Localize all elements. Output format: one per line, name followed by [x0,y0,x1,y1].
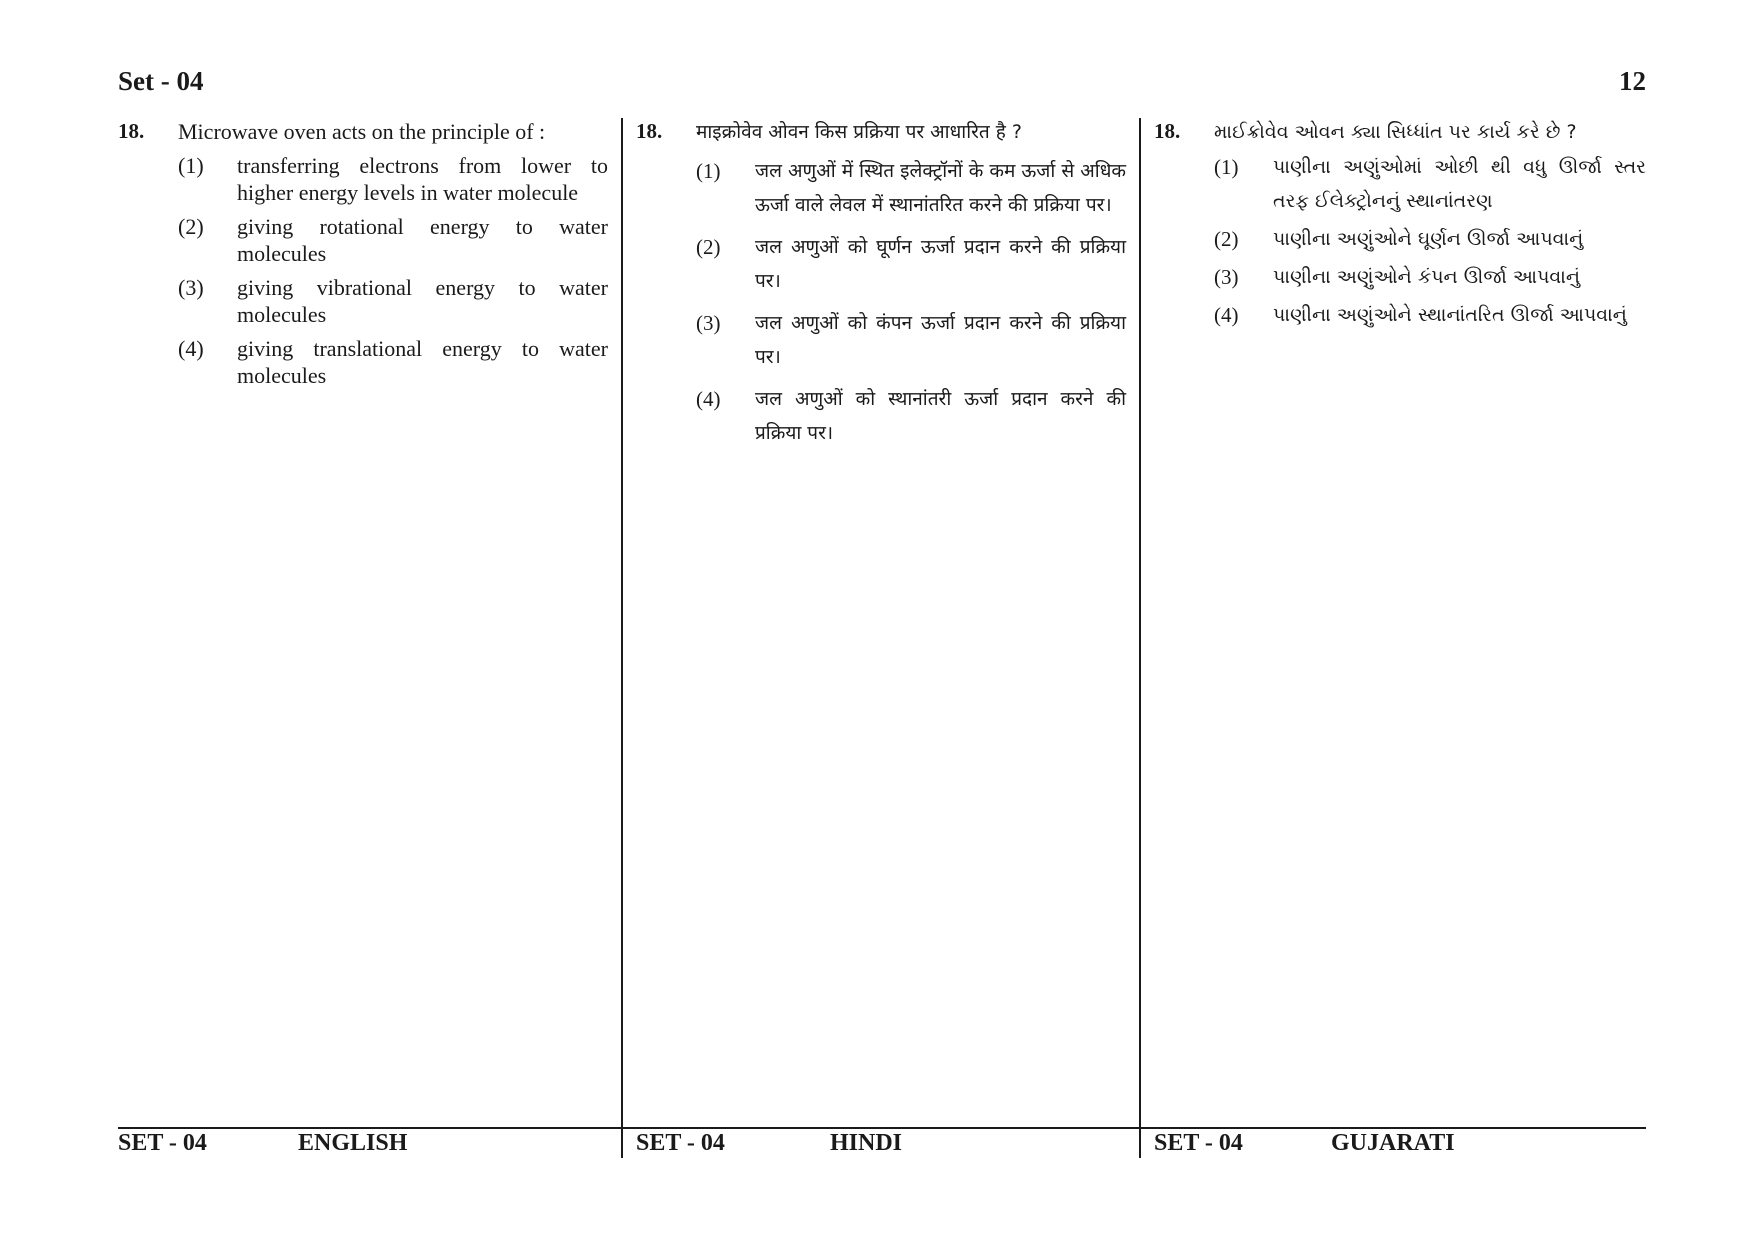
footer-set-label: SET - 04 [1154,1130,1243,1156]
footer-hindi [636,1130,902,1157]
question-row [118,118,608,145]
column-divider [1139,118,1141,1158]
option-number: (1) [178,153,204,178]
option-text: जल अणुओं में स्थित इलेक्ट्रॉनों के कम ऊर्जा से अधिक ऊर्जा वाले लेवल में स्थानांतरित करने की प्रक्रिया पर। [755,160,1126,216]
column-divider [621,118,623,1158]
option-1 [696,154,1126,222]
page-number: 12 [1619,66,1646,96]
option-1 [178,152,608,206]
question-number: 18. [1154,119,1181,143]
option-4 [696,382,1126,450]
english-column [118,118,608,389]
footer-gujarati [1154,1130,1455,1157]
option-3 [178,274,608,328]
question-text: માઈક્રોવેવ ઓવન ક્યા સિધ્ધાંત પર કાર્ય કરે છે ? [1214,121,1577,143]
option-text: giving translational energy to water molecules [237,336,608,388]
question-row [1154,118,1646,146]
option-text: પાણીના અણુંઓને ઘૂર્ણન ઊર્જા આપવાનું [1273,228,1584,250]
option-number: (1) [696,159,721,183]
option-text: પાણીના અણુંઓમાં ઓછી થી વધુ ઊર્જા સ્તર તરફ ઈલેક્ટ્રોનનું સ્થાનાંતરણ [1273,156,1646,212]
option-text: giving vibrational energy to water molecules [237,275,608,327]
option-2 [178,213,608,267]
option-4 [1214,298,1646,332]
option-number: (2) [696,235,721,259]
footer-set-label: SET - 04 [118,1130,207,1156]
set-label: Set - 04 [118,66,204,96]
option-number: (4) [178,336,204,361]
option-3 [696,306,1126,374]
option-text: transferring electrons from lower to higher energy levels in water molecule [237,153,608,205]
footer-english [118,1130,407,1157]
footer-set-label: SET - 04 [636,1130,725,1156]
question-row [636,118,1126,146]
hindi-column [636,118,1126,450]
footer-language: GUJARATI [1331,1130,1455,1156]
gujarati-column [1154,118,1646,332]
option-1 [1214,150,1646,218]
option-text: जल अणुओं को घूर्णन ऊर्जा प्रदान करने की प्रक्रिया पर। [755,236,1126,292]
option-number: (3) [178,275,204,300]
question-text: Microwave oven acts on the principle of : [178,119,546,144]
option-number: (2) [1214,227,1239,251]
option-number: (3) [696,311,721,335]
question-text: माइक्रोवेव ओवन किस प्रक्रिया पर आधारित है ? [696,121,1022,143]
option-text: પાણીના અણુંઓને કંપન ઊર્જા આપવાનું [1273,266,1581,288]
question-number: 18. [118,119,145,143]
question-number: 18. [636,119,663,143]
option-2 [696,230,1126,298]
footer-rule [118,1127,1646,1129]
option-number: (3) [1214,265,1239,289]
option-text: giving rotational energy to water molecules [237,214,608,266]
option-2 [1214,222,1646,256]
option-4 [178,335,608,389]
option-number: (4) [1214,303,1239,327]
option-number: (1) [1214,155,1239,179]
option-number: (4) [696,387,721,411]
option-number: (2) [178,214,204,239]
option-text: પાણીના અણુંઓને સ્થાનાંતરિત ઊર્જા આપવાનું [1273,304,1627,326]
option-text: जल अणुओं को स्थानांतरी ऊर्जा प्रदान करने की प्रक्रिया पर। [755,388,1126,444]
footer-language: HINDI [830,1130,903,1156]
option-3 [1214,260,1646,294]
option-text: जल अणुओं को कंपन ऊर्जा प्रदान करने की प्रक्रिया पर। [755,312,1126,368]
footer-language: ENGLISH [298,1130,408,1156]
